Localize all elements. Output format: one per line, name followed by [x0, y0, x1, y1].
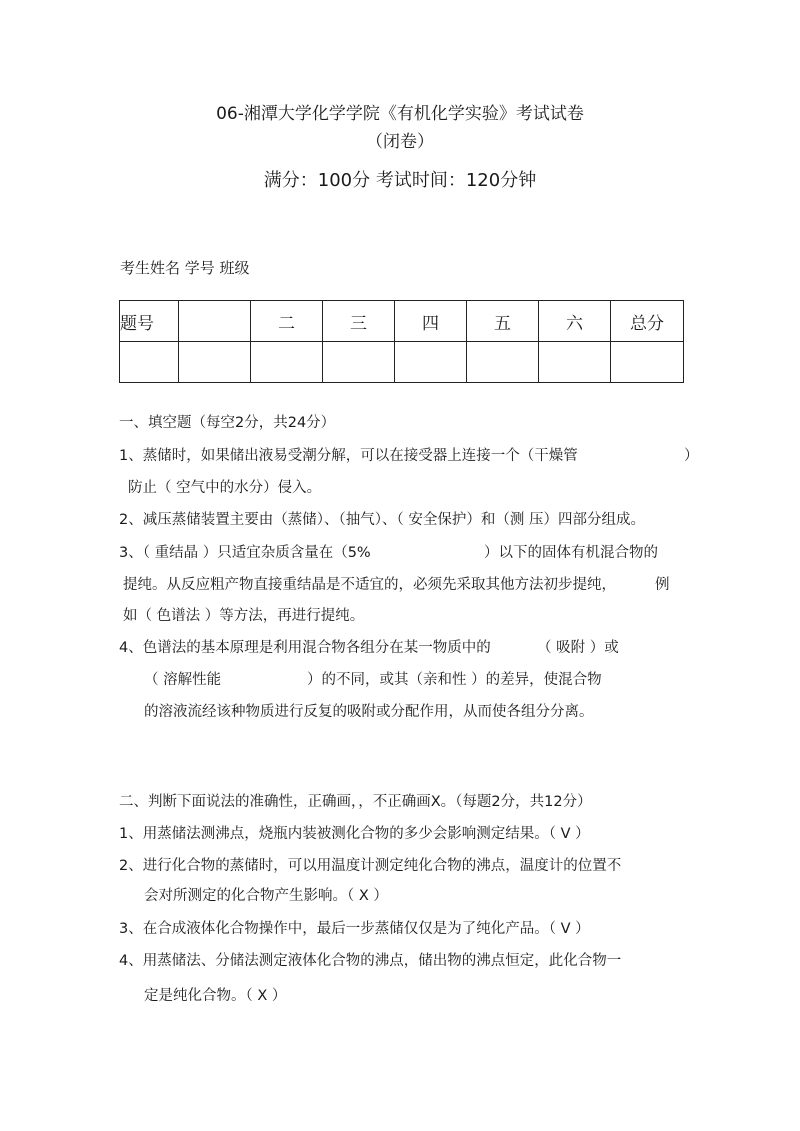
s1-q3-line2-end: 例 — [655, 577, 670, 593]
score-header-cell — [179, 301, 251, 342]
score-value-cell[interactable] — [467, 342, 539, 383]
section1-heading: 一、填空题（每空2分，共24分） — [119, 415, 336, 431]
score-value-cell[interactable] — [323, 342, 395, 383]
s1-q4-line2a: （ 溶解性能 — [144, 672, 222, 688]
s1-q4-line3: 的溶液流经该种物质进行反复的吸附或分配作用，从而使各组分分离。 — [144, 704, 594, 720]
exam-score-time: 满分：100分 考试时间：120分钟 — [263, 170, 537, 191]
score-value-cell[interactable] — [179, 342, 251, 383]
s2-q4-line2: 定是纯化合物。（ X ） — [144, 988, 287, 1004]
section2-heading: 二、判断下面说法的准确性，正确画，，不正确画X。（每题2分，共12分） — [119, 794, 592, 810]
s1-q3-line1a: 3、（ 重结晶 ）只适宜杂质含量在（5% — [119, 545, 371, 561]
score-header-cell: 六 — [539, 301, 611, 342]
score-header-cell: 总分 — [611, 301, 684, 342]
s2-q2-line2: 会对所测定的化合物产生影响。（ X ） — [144, 888, 388, 904]
s1-q1-line1: 1、蒸储时，如果储出液易受潮分解，可以在接受器上连接一个（干燥管 — [119, 448, 578, 464]
score-value-cell[interactable] — [251, 342, 323, 383]
score-header-cell: 题号 — [120, 301, 179, 342]
score-header-cell: 四 — [395, 301, 467, 342]
s2-q2-line1: 2、进行化合物的蒸储时，可以用温度计测定纯化合物的沸点，温度计的位置不 — [119, 858, 622, 874]
s2-q3: 3、在合成液体化合物操作中，最后一步蒸储仅仅是为了纯化产品。（ V ） — [119, 921, 590, 937]
s1-q4-line2b: ）的不同，或其（亲和性 ）的差异，使混合物 — [307, 672, 602, 688]
exam-title: 06-湘潭大学化学学院《有机化学实验》考试试卷 — [216, 104, 584, 124]
student-info: 考生姓名 学号 班级 — [120, 259, 250, 277]
s2-q4-line1: 4、用蒸储法、分储法测定液体化合物的沸点，储出物的沸点恒定，此化合物一 — [119, 953, 622, 969]
score-value-cell[interactable] — [611, 342, 684, 383]
s1-q3-line2: 提纯。从反应粗产物直接重结晶是不适宜的，必须先采取其他方法初步提纯， — [123, 577, 616, 593]
s1-q1-close-paren: ） — [684, 448, 699, 464]
score-header-cell: 三 — [323, 301, 395, 342]
s1-q3-line3: 如（ 色谱法 ）等方法，再进行提纯。 — [123, 608, 365, 624]
exam-subtitle: （闭卷） — [366, 132, 434, 152]
s2-q1: 1、用蒸储法测沸点，烧瓶内装被测化合物的多少会影响测定结果。（ V ） — [119, 826, 590, 842]
s1-q3-line1b: ）以下的固体有机混合物的 — [484, 545, 658, 561]
score-value-cell[interactable] — [120, 342, 179, 383]
s1-q4-line1a: 4、色谱法的基本原理是利用混合物各组分在某一物质中的 — [119, 640, 491, 656]
score-value-cell[interactable] — [395, 342, 467, 383]
score-table — [119, 300, 684, 383]
s1-q1-line2: 防止（ 空气中的水分）侵入。 — [128, 480, 322, 496]
score-table-value-row — [120, 342, 684, 383]
s1-q4-line1b: （ 吸附 ）或 — [537, 640, 619, 656]
score-header-cell: 二 — [251, 301, 323, 342]
score-value-cell[interactable] — [539, 342, 611, 383]
s1-q2: 2、减压蒸储装置主要由（蒸储）、（抽气）、（ 安全保护）和（测 压）四部分组成。 — [119, 512, 645, 528]
score-table-header-row — [120, 301, 684, 342]
score-header-cell: 五 — [467, 301, 539, 342]
